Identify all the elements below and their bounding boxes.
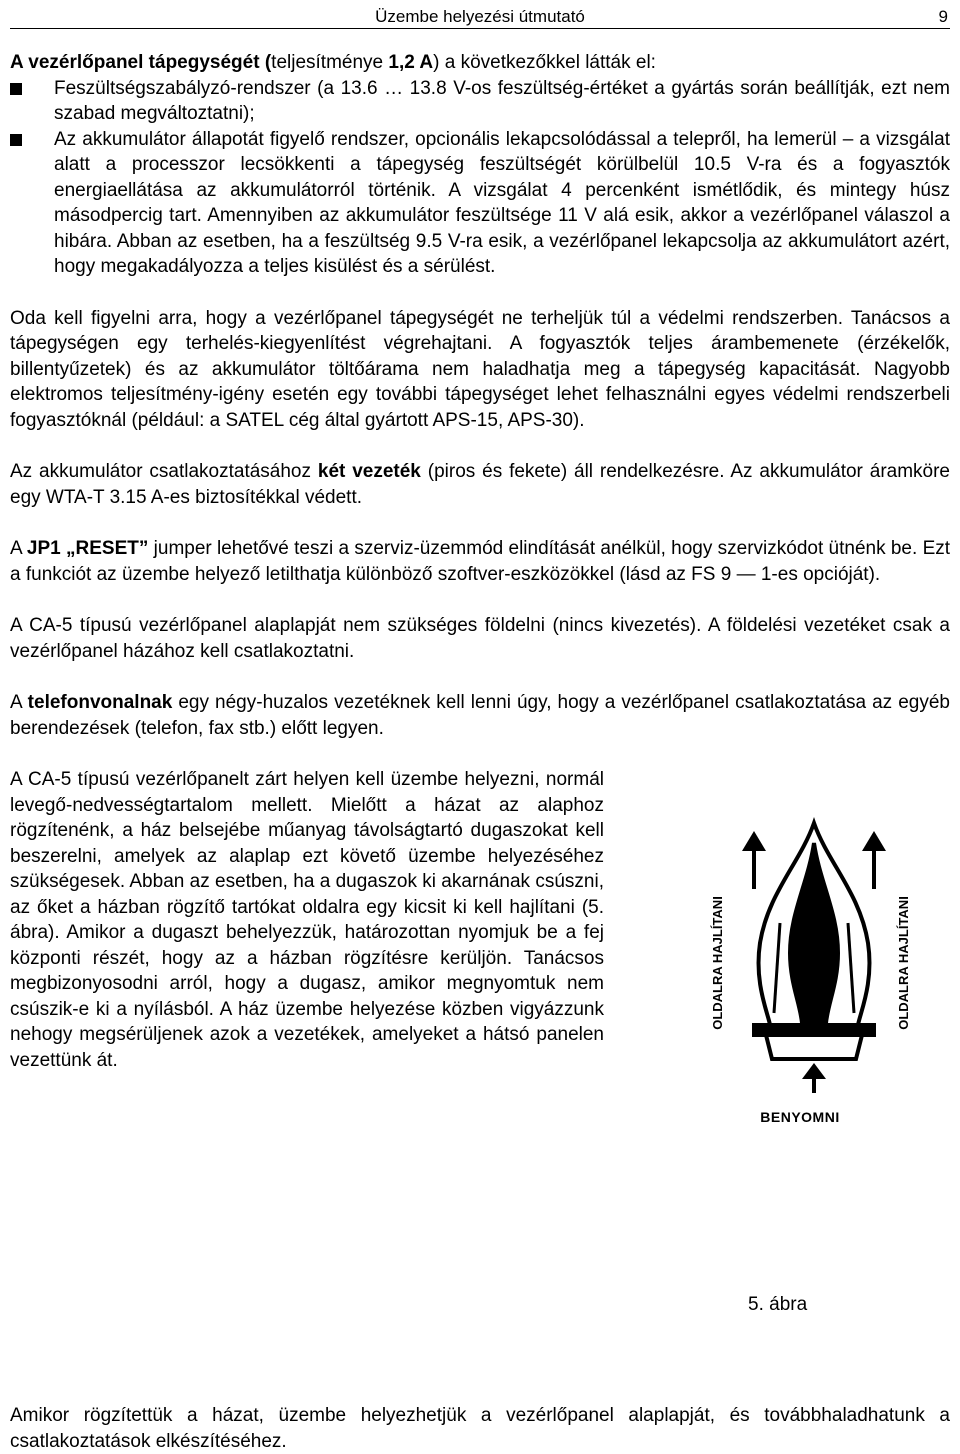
paragraph-load: Oda kell figyelni arra, hogy a vezérlőpanel tápegységét ne terheljük túl a védelmi rendszerben. Tanácsos a tápegységen egy terhelés-kiegyenlítést végrehajtani. A fogyasztók teljes árambemenete (érzékelők, billentyűzetek) és az akkumulátor töltőárama nem haladhatja meg a tápegység kapacitását. Nagyobb elektromos teljesítmény-igény esetén egy további tápegységet lehet felhasználni egyes védelmi rendszerbeli fogyasztóknál (például: a SATEL cég által gyártott APS-15, APS-30). [10,307,950,431]
paragraph-phone-line [10,690,950,741]
list-item-text: Feszültségszabályzó-rendszer (a 13.6 … 13.8 V-os feszültség-értéket a gyártás során beállítják, ezt nem szabad megváltoztatni); [54,77,950,124]
list-item-text: Az akkumulátor állapotát figyelő rendszer, opcionális lekapcsolódással a telepről, ha lemerül – a vizsgálat alatt a processzor lecsökkenti a tápegység feszültségét körülbelül 10.5 V-ra és a fogyasztók energiaellátása az akkumulátorról történik. A vizsgálat 4 percenként ismétlődik, és mintegy húsz másodpercig tart. Amennyiben az akkumulátor feszültsége 11 V alá esik, akkor a vezérlőpanel válaszol a hibára. Abban az esetben, ha a feszültség 9.5 V-ra esik, a vezérlőpanel lekapcsolja az akkumulátort azért, hogy megakadályozza a teljes kisülést és a sérülést. [54,128,950,277]
bold-span: két vezeték [317,461,421,482]
power-supply-features [10,76,950,280]
paragraph-grounding: A CA-5 típusú vezérlőpanel alaplapját nem szükséges földelni (nincs kivezetés). A földelési vezetéket csak a vezérlőpanel házához kell csatlakoztatni. [10,615,950,662]
text-span: jumper lehetővé teszi a szerviz-üzemmód elindítását anélkül, hogy szervizkódot ütnénk be. Ezt a funkciót az üzembe helyező letilthatja különböző szoftver-eszközökkel (lásd az FS 9 — 1-es opcióját). [10,538,951,585]
paragraph-mounting: A CA-5 típusú vezérlőpanelt zárt helyen kell üzembe helyezni, normál levegő-nedvességtartalom mellett. Mielőtt a házat az alaphoz rögzítenénk, a ház belsejébe műanyag távolságtartó dugaszokat kell beszerelni, amelyek az alaplap ezt követő üzembe helyezéséhez szükségesek. Abban az esetben, ha a dugaszok ki akarnának csúszni, az őket a házban rögzítő tartókat oldalra egy kicsit ki kell hajlítani (5. ábra). Amikor a dugaszt behelyezzük, határozottan nyomjuk be a fej központi részét, hogy az a házban rögzítésre kerüljön. Tanácsos megbizonyosodni arról, hogy a dugasz, amikor megnyomtuk nem csúszik-e ki a nyílásból. A ház üzembe helyezése közben vigyázzunk nehogy megsérüljenek azok a vezetékek, amelyeket a hátsó panelen vezettünk át. [10,769,604,1071]
arrow-press-icon [802,1063,826,1093]
paragraph-jp1 [10,536,950,587]
paragraph-battery [10,459,950,510]
arrow-right-icon [862,831,886,889]
text-span: (piros és fekete) áll rendelkezésre. Az akkumulátor áramköre egy WTA-T 3.15 A-es biztosítékkal védett. [10,461,951,508]
header-title: Üzembe helyezési útmutató [375,7,585,26]
intro-text-part: teljesítménye [271,52,389,73]
page-content [10,50,950,1273]
bold-span: telefonvonalnak [27,692,173,713]
bold-span: JP1 „RESET” [26,538,149,559]
text-span: egy négy-huzalos vezetéknek kell lenni úgy, hogy a vezérlőpanel csatlakoztatása az egyéb berendezések (telefon, fax stb.) előtt legyen. [10,692,950,739]
text-span: A [10,538,27,559]
square-bullet-icon [10,134,22,146]
list-item [10,76,950,127]
power-supply-intro [10,50,950,76]
intro-text-end: ) a következőkkel látták el: [433,52,656,73]
page-header [10,2,950,29]
intro-current-value: 1,2 A [388,52,434,73]
intro-bold-part: A vezérlőpanel tápegységét ( [10,52,272,73]
mounting-section [10,767,950,1273]
label-bend-left: OLDALRA HAJLÍTANI [710,896,725,1030]
list-item [10,127,950,280]
text-span: A [10,692,28,713]
label-press: BENYOMNI [760,1109,840,1125]
label-bend-right: OLDALRA HAJLÍTANI [896,896,911,1030]
square-bullet-icon [10,83,22,95]
figure-5 [650,773,950,1273]
text-span: Az akkumulátor csatlakoztatásához [10,461,318,482]
spacer-plug-diagram [650,773,950,1103]
page-number: 9 [938,7,948,26]
plug-shape [754,823,874,1059]
figure-caption: 5. ábra [748,1294,808,1315]
paragraph-final: Amikor rögzítettük a házat, üzembe helyezhetjük a vezérlőpanel alaplapját, és továbbhaladhatunk a csatlakoztatások elkészítéséhez. [10,1405,950,1452]
arrow-left-icon [742,831,766,889]
